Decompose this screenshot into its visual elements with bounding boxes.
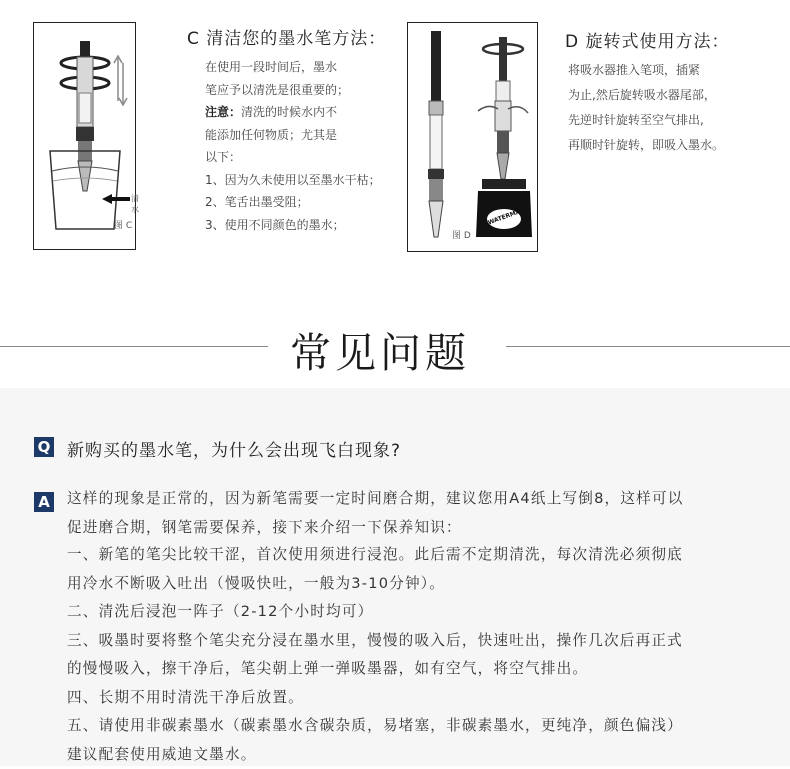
answer-line: 的慢慢吸入，擦干净后，笔尖朝上弹一弹吸墨器，如有空气，将空气排出。 <box>67 655 683 684</box>
instruction-line: 能添加任何物质；尤其是 <box>205 124 381 147</box>
instruction-line: 以下： <box>205 146 381 169</box>
figure-d <box>407 22 538 252</box>
answer-text <box>67 485 684 542</box>
divider-right <box>506 346 790 347</box>
section-c-title: C 清洁您的墨水笔方法： <box>187 24 386 49</box>
instruction-line: 1、因为久未使用以至墨水干枯； <box>205 169 381 192</box>
instruction-line: 先逆时针旋转至空气排出, <box>568 108 724 133</box>
answer-text-body <box>67 541 683 769</box>
figure-d-label: 图 D <box>452 228 471 241</box>
divider-left <box>0 346 268 347</box>
instruction-line: 3、使用不同颜色的墨水； <box>205 214 381 237</box>
note-label: 注意： <box>205 105 241 119</box>
answer-line: 用冷水不断吸入吐出（慢吸快吐，一般为3-10分钟）。 <box>67 570 683 599</box>
converter-illustration <box>408 23 537 251</box>
question-badge: Q <box>34 437 54 457</box>
instruction-line: 2、笔舌出墨受阻； <box>205 191 381 214</box>
question-text: 新购买的墨水笔，为什么会出现飞白现象? <box>67 436 401 461</box>
water-label: 清水 <box>131 193 139 215</box>
section-c-instructions <box>205 56 381 236</box>
answer-line: 三、吸墨时要将整个笔尖充分浸在墨水里，慢慢的吸入后，快速吐出，操作几次后再正式 <box>67 627 683 656</box>
instruction-line: 注意：清洗的时候水内不 <box>205 101 381 124</box>
faq-panel <box>0 388 790 766</box>
instruction-line: 将吸水器推入笔项，插紧 <box>568 58 724 83</box>
pen-cleaning-illustration <box>34 23 135 249</box>
instruction-line: 再顺时针旋转，即吸入墨水。 <box>568 133 724 158</box>
figure-c-label: 图 C <box>114 218 132 231</box>
section-d-title: D 旋转式使用方法： <box>565 27 730 52</box>
answer-line: 四、长期不用时清洗干净后放置。 <box>67 684 683 713</box>
instruction-line: 为止,然后旋转吸水器尾部， <box>568 83 724 108</box>
ink-brand-label: WATERMAN <box>487 207 526 227</box>
answer-line: 促进磨合期，钢笔需要保养，接下来介绍一下保养知识： <box>67 514 684 543</box>
section-d-instructions <box>568 58 724 158</box>
answer-line: 二、清洗后浸泡一阵子（2-12个小时均可） <box>67 598 683 627</box>
answer-line: 建议配套使用威迪文墨水。 <box>67 741 683 769</box>
answer-line: 一、新笔的笔尖比较干涩，首次使用须进行浸泡。此后需不定期清洗，每次清洗必须彻底 <box>67 541 683 570</box>
instruction-line: 在使用一段时间后，墨水 <box>205 56 381 79</box>
answer-line: 五、请使用非碳素墨水（碳素墨水含碳杂质，易堵塞，非碳素墨水，更纯净，颜色偏浅） <box>67 712 683 741</box>
instruction-line: 笔应予以清洗是很重要的； <box>205 79 381 102</box>
answer-badge: A <box>34 492 54 512</box>
figure-c <box>33 22 136 250</box>
answer-line: 这样的现象是正常的，因为新笔需要一定时间磨合期，建议您用A4纸上写倒8，这样可以 <box>67 485 684 514</box>
faq-heading: 常见问题 <box>290 320 470 379</box>
